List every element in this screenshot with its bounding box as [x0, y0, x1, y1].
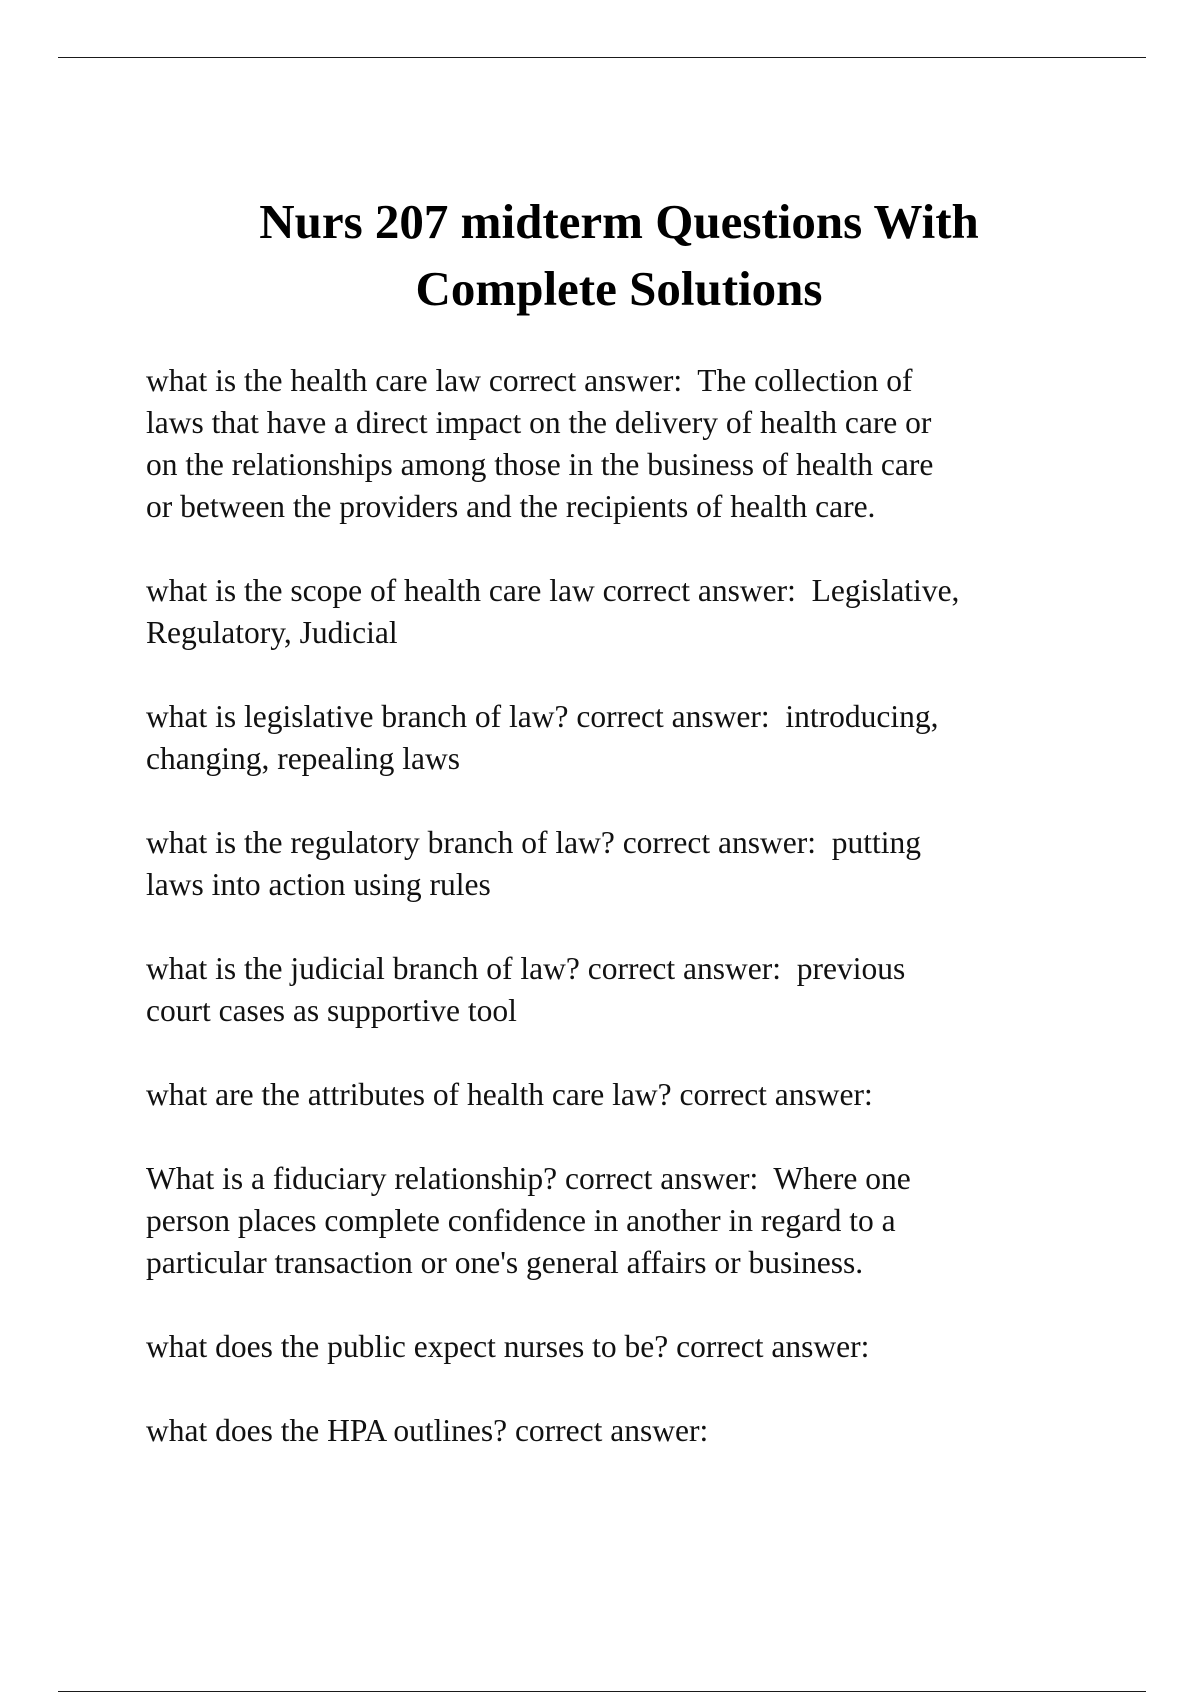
answer-text: The collection of	[682, 363, 913, 398]
qa-item	[146, 570, 1146, 654]
qa-line	[146, 1074, 1146, 1116]
question-text: what does the public expect nurses to be?	[146, 1329, 677, 1364]
answer-text: court cases as supportive tool	[146, 993, 517, 1028]
answer-text: or between the providers and the recipients of health care.	[146, 489, 876, 524]
qa-item	[146, 1410, 1146, 1452]
answer-text: putting	[815, 825, 921, 860]
question-list	[146, 360, 1146, 1494]
qa-item	[146, 360, 1146, 528]
qa-line	[146, 402, 1146, 444]
qa-line	[146, 570, 1146, 612]
qa-item	[146, 696, 1146, 780]
qa-line	[146, 696, 1146, 738]
qa-line	[146, 738, 1146, 780]
qa-item	[146, 822, 1146, 906]
qa-line	[146, 990, 1146, 1032]
question-text: what does the HPA outlines?	[146, 1413, 515, 1448]
qa-line	[146, 948, 1146, 990]
answer-label: correct answer:	[576, 699, 770, 734]
bottom-rule	[58, 1691, 1146, 1692]
qa-line	[146, 612, 1146, 654]
answer-text: changing, repealing laws	[146, 741, 461, 776]
qa-line	[146, 864, 1146, 906]
qa-line	[146, 1242, 1146, 1284]
qa-item	[146, 1074, 1146, 1116]
answer-text: previous	[781, 951, 906, 986]
question-text: what is the health care law	[146, 363, 489, 398]
qa-item	[146, 1158, 1146, 1284]
answer-text: person places complete confidence in another in regard to a	[146, 1203, 896, 1238]
answer-label: correct answer:	[488, 363, 683, 398]
question-text: what is legislative branch of law?	[146, 699, 577, 734]
answer-label: correct answer:	[514, 1413, 709, 1448]
answer-text: Regulatory, Judicial	[146, 615, 398, 650]
question-text: What is a fiduciary relationship?	[146, 1161, 565, 1196]
qa-line	[146, 822, 1146, 864]
qa-item	[146, 1326, 1146, 1368]
question-text: what is the scope of health care law	[146, 573, 603, 608]
question-text: what are the attributes of health care law?	[146, 1077, 680, 1112]
qa-line	[146, 486, 1146, 528]
qa-item	[146, 948, 1146, 1032]
title-line-2: Complete Solutions	[415, 261, 823, 316]
answer-text: Legislative,	[795, 573, 960, 608]
answer-label: correct answer:	[587, 951, 781, 986]
answer-text: on the relationships among those in the business of health care	[146, 447, 934, 482]
qa-line	[146, 1410, 1146, 1452]
answer-label: correct answer:	[622, 825, 816, 860]
qa-line	[146, 444, 1146, 486]
answer-label: correct answer:	[602, 573, 796, 608]
qa-line	[146, 360, 1146, 402]
title-line-1: Nurs 207 midterm Questions With	[259, 194, 979, 249]
answer-text: laws into action using rules	[146, 867, 491, 902]
qa-line	[146, 1326, 1146, 1368]
answer-text: laws that have a direct impact on the delivery of health care or	[146, 405, 932, 440]
qa-line	[146, 1200, 1146, 1242]
answer-label: correct answer:	[676, 1329, 870, 1364]
answer-label: correct answer:	[679, 1077, 873, 1112]
question-text: what is the judicial branch of law?	[146, 951, 588, 986]
answer-label: correct answer:	[564, 1161, 759, 1196]
answer-text: Where one	[758, 1161, 911, 1196]
question-text: what is the regulatory branch of law?	[146, 825, 623, 860]
document-title	[0, 188, 1200, 322]
answer-text: particular transaction or one's general affairs or business.	[146, 1245, 864, 1280]
answer-text: introducing,	[769, 699, 939, 734]
top-rule	[58, 57, 1146, 58]
qa-line	[146, 1158, 1146, 1200]
